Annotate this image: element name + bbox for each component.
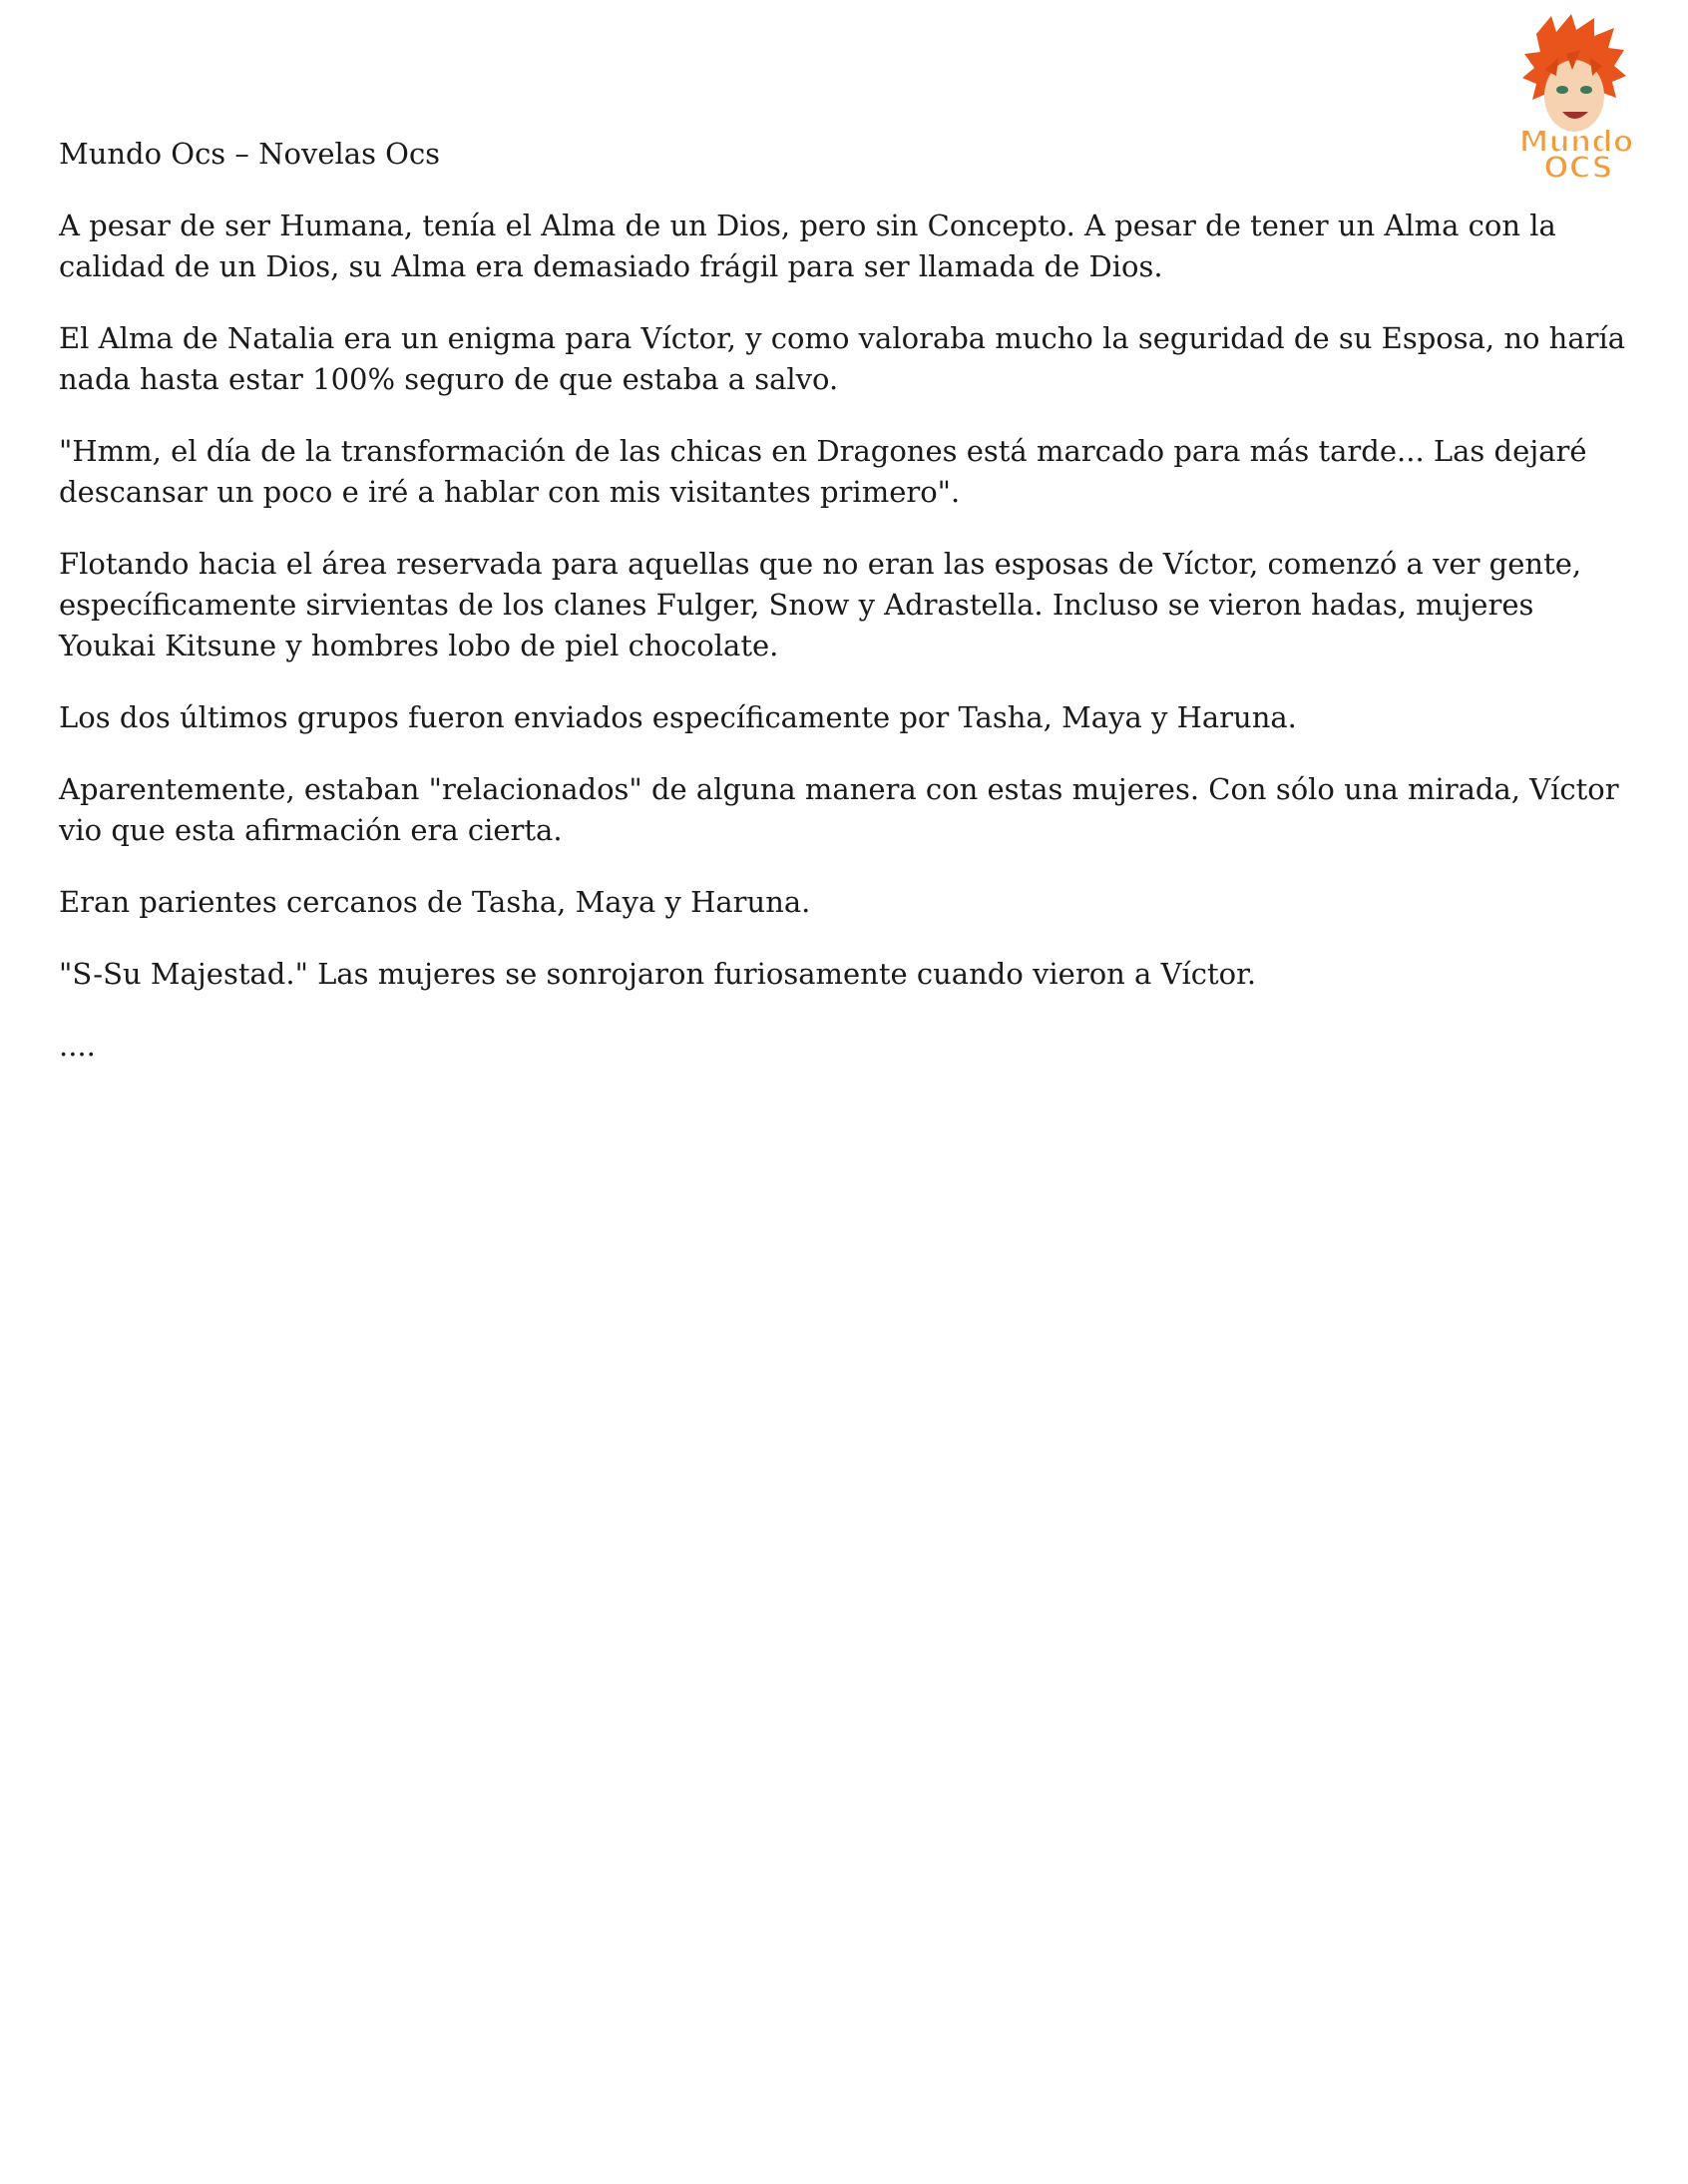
paragraph-6: Aparentemente, estaban "relacionados" de alguna manera con estas mujeres. Con sólo una mirada, Víctor vio que esta afirmación era cierta. [59,772,1619,847]
paragraph-4: Flotando hacia el área reservada para aquellas que no eran las esposas de Víctor, comenzó a ver gente, específicamente sirvientas de los clanes Fulger, Snow y Adrastella. Incluso se vieron hadas, mujeres Youkai Kitsune y hombres lobo de piel chocolate. [59,547,1582,662]
document-body [59,134,1635,1097]
paragraph-9: .... [59,1029,96,1063]
paragraph-7: Eran parientes cercanos de Tasha, Maya y Haruna. [59,885,811,919]
document-header: Mundo Ocs – Novelas Ocs [59,137,441,171]
paragraph-1: A pesar de ser Humana, tenía el Alma de un Dios, pero sin Concepto. A pesar de tener un Alma con la calidad de un Dios, su Alma era demasiado frágil para ser llamada de Dios. [59,209,1556,283]
logo-text-ocs: OCS [1543,151,1613,182]
paragraph-3: "Hmm, el día de la transformación de las chicas en Dragones está marcado para más tarde... Las dejaré descansar un poco e iré a hablar con mis visitantes primero". [59,434,1587,509]
paragraph-5: Los dos últimos grupos fueron enviados específicamente por Tasha, Maya y Haruna. [59,700,1297,734]
paragraph-8: "S-Su Majestad." Las mujeres se sonrojaron furiosamente cuando vieron a Víctor. [59,957,1257,991]
paragraph-2: El Alma de Natalia era un enigma para Víctor, y como valoraba mucho la seguridad de su Esposa, no haría nada hasta estar 100% seguro de que estaba a salvo. [59,321,1626,396]
logo-text-mundo: Mundo [1518,125,1634,160]
